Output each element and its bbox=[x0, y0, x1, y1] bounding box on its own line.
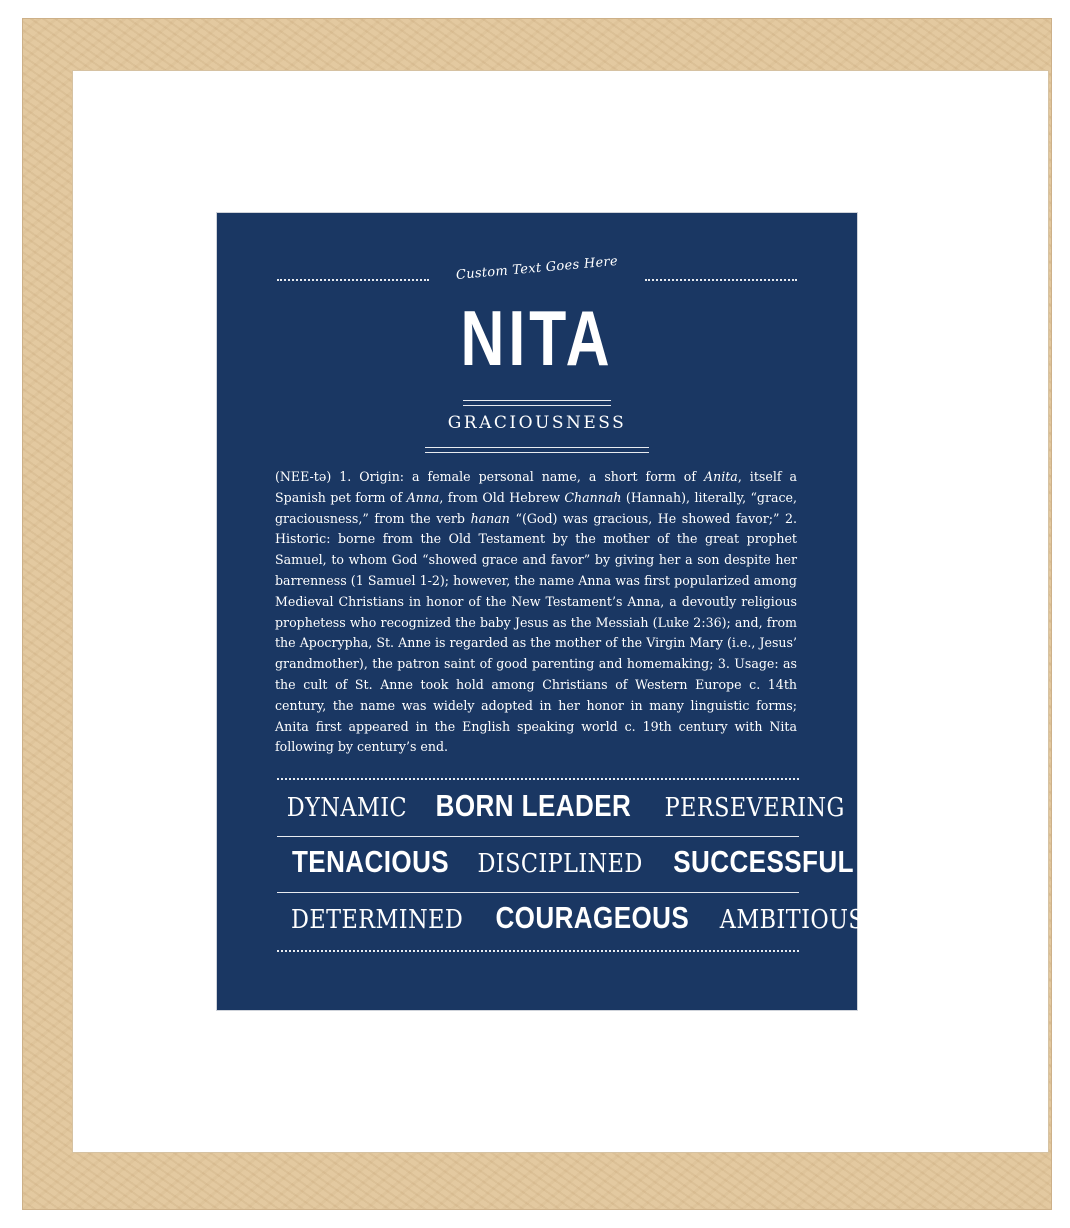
name-poster bbox=[217, 213, 865, 1010]
traits-divider-2 bbox=[277, 892, 799, 893]
name-underline-2 bbox=[463, 405, 611, 406]
traits-row-2 bbox=[277, 844, 855, 880]
trait: COURAGEOUS bbox=[495, 900, 690, 935]
name-description: (NEE-tə) 1. Origin: a female personal name, a short form of Anita, itself a Spanish pet form of Anna, from Old Hebrew Channah (Hannah), literally, “grace, graciousness,” from the verb hanan “(God) was gracious, He showed favor;” 2. Historic: borne from the Old Testament by the mother of the great prophet Samuel, to whom God “showed grace and favor” by giving her a son despite her barrenness (1 Samuel 1-2); however, the name Anna was first popularized among Medieval Christians in honor of the New Testament’s Anna, a devoutly religious prophetess who recognized the baby Jesus as the Messiah (Luke 2:36); and, from the Apocrypha, St. Anne is regarded as the mother of the Virgin Mary (i.e., Jesus’ grandmother), the patron saint of good parenting and homemaking; 3. Usage: as the cult of St. Anne took hold among Christians of Western Europe c. 14th century, the name was widely adopted in her honor in many linguistic forms; Anita first appeared in the English speaking world c. 19th century with Nita following by century’s end. bbox=[275, 469, 798, 755]
trait: SUCCESSFUL bbox=[673, 844, 855, 879]
name-underline-1 bbox=[463, 400, 611, 401]
trait: DYNAMIC bbox=[286, 793, 408, 823]
traits-bottom-dotted-rule bbox=[277, 950, 799, 952]
custom-text: Custom Text Goes Here bbox=[455, 253, 619, 284]
trait: DISCIPLINED bbox=[477, 849, 643, 879]
top-left-dotted-rule bbox=[277, 279, 429, 281]
trait: BORN LEADER bbox=[435, 788, 632, 823]
poster-name: NITA bbox=[460, 294, 614, 382]
traits-divider-1 bbox=[277, 836, 799, 837]
top-right-dotted-rule bbox=[645, 279, 797, 281]
meaning-underline-2 bbox=[425, 452, 649, 453]
traits-row-3 bbox=[277, 900, 865, 936]
traits-top-dotted-rule bbox=[277, 778, 799, 780]
trait: AMBITIOUS bbox=[719, 905, 865, 935]
name-meaning: GRACIOUSNESS bbox=[447, 413, 627, 433]
trait: PERSEVERING bbox=[664, 793, 845, 823]
trait: TENACIOUS bbox=[291, 844, 450, 879]
trait: DETERMINED bbox=[291, 905, 464, 935]
traits-row-1 bbox=[277, 788, 845, 824]
meaning-underline-1 bbox=[425, 447, 649, 448]
